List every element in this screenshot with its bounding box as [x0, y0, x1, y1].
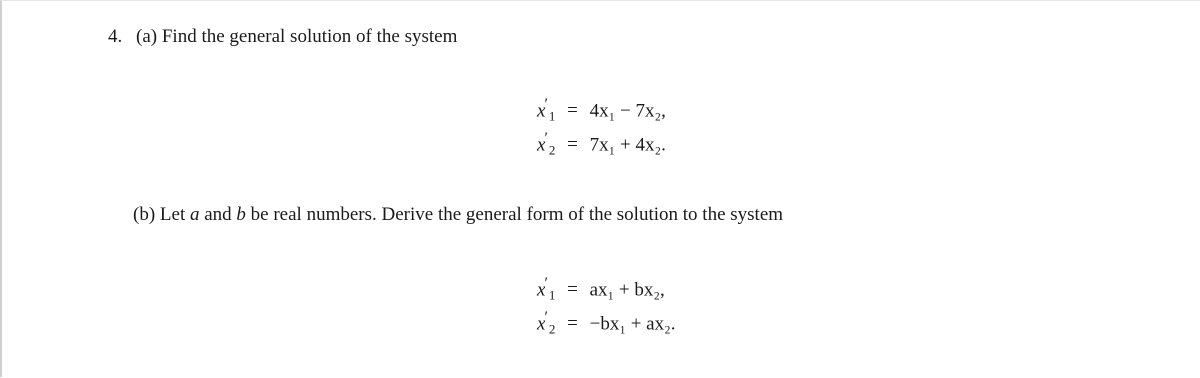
- equation-b1-rhs: ax₁ + bx₂,: [589, 279, 665, 301]
- equation-a2-prime: ′: [544, 130, 548, 147]
- equation-a2-lhs-sub: 2: [548, 142, 556, 158]
- equation-b1-lhs-var: x: [537, 279, 546, 301]
- part-a-prompt: [108, 26, 457, 48]
- part-b-prompt: [133, 204, 783, 226]
- part-b-text-3: be real numbers. Derive the general form of the solution to the system: [250, 204, 784, 225]
- equation-b1-lhs-sub: 1: [548, 287, 556, 303]
- part-b-var-a: a: [189, 204, 200, 225]
- part-a-label: (a): [136, 26, 158, 47]
- equation-a1-lhs-var: x: [537, 100, 546, 122]
- equation-b2-rhs: −bx₁ + ax₂.: [589, 313, 676, 335]
- equation-a2-lhs-var: x: [537, 134, 546, 156]
- problem-number: 4.: [108, 26, 123, 47]
- equals-sign: =: [567, 100, 578, 122]
- part-b-var-b: b: [236, 204, 246, 225]
- equation-b2-lhs-var: x: [537, 313, 546, 335]
- equals-sign: =: [567, 134, 578, 156]
- equation-a1-lhs-sub: 1: [548, 108, 556, 124]
- equation-a2: [537, 130, 666, 156]
- equation-a1-prime: ′: [544, 96, 548, 113]
- equals-sign: =: [567, 279, 578, 301]
- equation-a1-rhs: 4x₁ − 7x₂,: [589, 100, 666, 122]
- equals-sign: =: [567, 313, 578, 335]
- part-b-label: (b): [133, 204, 156, 225]
- equation-b1: [537, 275, 665, 301]
- part-a-text: Find the general solution of the system: [161, 26, 458, 47]
- equation-a1: [537, 96, 666, 122]
- equation-b1-prime: ′: [544, 275, 548, 292]
- part-b-text-2: and: [204, 204, 232, 225]
- part-b-text-1: Let: [159, 204, 186, 225]
- equation-b2: [537, 309, 676, 335]
- equation-b2-lhs-sub: 2: [548, 321, 556, 337]
- equation-a2-rhs: 7x₁ + 4x₂.: [589, 134, 666, 156]
- equation-b2-prime: ′: [544, 309, 548, 326]
